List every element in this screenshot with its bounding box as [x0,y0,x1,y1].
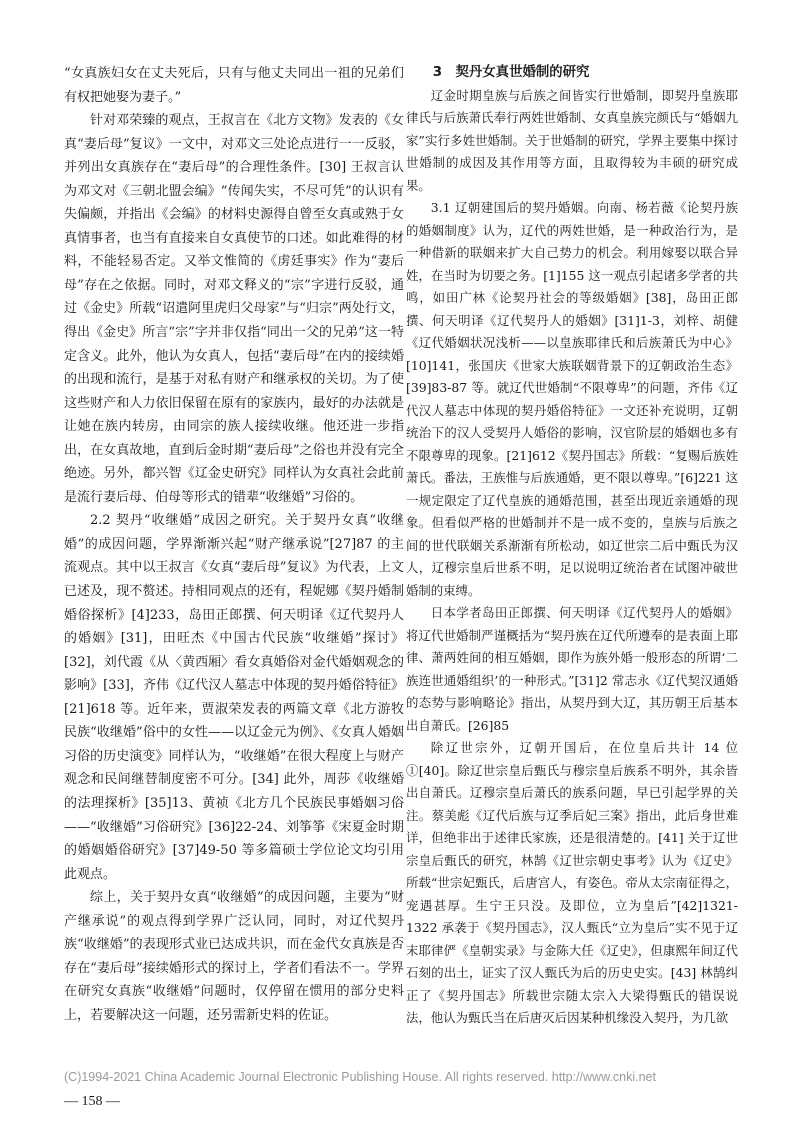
left-column [64,62,404,1027]
paragraph: 3.1 辽朝建国后的契丹婚姻。向南、杨若薇《论契丹族的婚姻制度》认为，辽代的两姓世婚，是一种政治行为，是一种借新的联姻来扩大自己势力的机会。利用嫁娶以联合异姓，在当时为切要之务。[1]155 这一观点引起诸多学者的共鸣，如田广林《论契丹社会的等级婚姻》[38]，岛田正郎撰、何天明译《辽代契丹人的婚姻》[31]1-3，刘梓、胡健《辽代婚姻状况浅析——以皇族耶律氏和后族萧氏为中心》[10]141，张国庆《世家大族联姻背景下的辽朝政治生态》[39]83-87 等。就辽代世婚制“不限尊卑”的问题，齐伟《辽代汉人墓志中体现的契丹婚俗特征》一文还补充说明，辽朝统治下的汉人受契丹人婚俗的影响，汉官阶层的婚姻也多有不限尊卑的现象。[21]612《契丹国志》所载：“复赐后族姓萧氏。番法，王族惟与后族通婚，更不限以尊卑。”[6]221 这一规定限定了辽代皇族的通婚范围，甚至出现近亲通婚的现象。但看似严格的世婚制并不是一成不变的，皇族与后族之间的世代联姻关系渐渐有所松动，如辽世宗二后中甄氏为汉人，辽穆宗皇后世系不明，足以说明辽统治者在试图冲破世婚制的束缚。 [406,200,738,598]
copyright-footer: (C)1994-2021 China Academic Journal Electronic Publishing House. All rights reserved. http://www.cnki.net [64,1070,656,1084]
paragraph: 除辽世宗外，辽朝开国后，在位皇后共计 14 位①[40]。除辽世宗皇后甄氏与穆宗皇后族系不明外，其余皆出自萧氏。辽穆宗皇后萧氏的族系问题，早已引起学界的关注。蔡美彪《辽代后族与辽季后妃三案》指出，此后身世难详，但绝非出于述律氏家族，还是很清楚的。[41] 关于辽世宗皇后甄氏的研究，林鹄《辽世宗朝史事考》认为《辽史》所载“世宗妃甄氏，后唐宫人，有姿色。帝从太宗南征得之，宠遇甚厚。生宁王只没。及即位，立为皇后”[42]1321-1322 承袭于《契丹国志》，汉人甄氏“立为皇后”实不见于辽末耶律俨《皇朝实录》与金陈大任《辽史》，但康熙年间辽代石刻的出土，证实了汉人甄氏为后的历史史实。[43] 林鹄纠正了《契丹国志》所载世宗随太宗入大梁得甄氏的错误说法，他认为甄氏当在后唐灭后因某种机缘没入契丹，为几欲 [406,740,738,1025]
paragraph: 综上，关于契丹女真“收继婚”的成因问题，主要为“财产继承说”的观点得到学界广泛认同，同时，对辽代契丹族“收继婚”的表现形式业已达成共识，而在金代女真族是否存在“妻后母”接续婚形式的探讨上，学者们看法不一。学界在研究女真族“收继婚”问题时，仅停留在惯用的部分史料上，若要解决这一问题，还另需新史料的佐证。 [64,890,404,1023]
paragraph: 日本学者岛田正郎撰、何天明译《辽代契丹人的婚姻》将辽代世婚制严谨概括为“契丹族在辽代所遵奉的是表面上耶律、萧两姓间的相互婚姻，即作为族外婚一般形态的所谓‘二族连世通婚组织’的一种形式。”[31]2 常志永《辽代契汉通婚的态势与影响略论》指出，从契丹到大辽，其历朝王后基本出自萧氏。[26]85 [406,605,738,733]
page-number: — 158 — [64,1094,120,1109]
right-column [406,62,738,1030]
paragraph: 辽金时期皇族与后族之间皆实行世婚制，即契丹皇族耶律氏与后族萧氏奉行两姓世婚制、女真皇族完颜氏与“婚姻九家”实行多姓世婚制。关于世婚制的研究，学界主要集中探讨世婚制的成因及其作用等方面，且取得较为丰硕的研究成果。 [406,87,738,193]
paragraph: “女真族妇女在丈夫死后，只有与他丈夫同出一祖的兄弟们有权把她娶为妻子。” [64,66,404,105]
paragraph: 2.2 契丹“收继婚”成因之研究。关于契丹女真“收继婚”的成因问题，学界渐渐兴起“财产继承说”[27]87 的主流观点。其中以王叔言《女真“妻后母”复议》为代表，上文已述及，现不赘述。持相同观点的还有，程妮娜《契丹婚制婚俗探析》[4]233，岛田正郎撰、何天明译《辽代契丹人的婚姻》[31]，田旺杰《中国古代民族“收继婚”探讨》[32]，刘代霞《从〈黄西厢〉看女真婚俗对金代婚姻观念的影响》[33]，齐伟《辽代汉人墓志中体现的契丹婚俗特征》[21]618 等。近年来，贾淑荣发表的两篇文章《北方游牧民族“收继婚”俗中的女性——以辽金元为例》、《女真人婚姻习俗的历史演变》同样认为，“收继婚”在很大程度上与财产观念和民间继替制度密不可分。[34] 此外，周莎《收继婚的法理探析》[35]13、黄祯《北方几个民族民事婚姻习俗——“收继婚”习俗研究》[36]22-24、刘筝筝《宋夏金时期的婚姻婚俗研究》[37]49-50 等多篇硕士学位论文均引用此观点。 [64,513,404,882]
paragraph: 针对邓荣臻的观点，王叔言在《北方文物》发表的《女真“妻后母”复议》一文中，对邓文三处论点进行一一反驳，并列出女真族存在“妻后母”的合理性条件。[30] 王叔言认为邓文对《三朝北盟会编》“传闻失实，不尽可凭”的认识有失偏颇，并指出《会编》的材料史源得自曾至女真或熟于女真情事者，也当有直接来自女真使节的口述。如此难得的材料，不能轻易否定。又举文惟简的《虏廷事实》作为“妻后母”存在之依据。同时，对邓文释义的“宗”字进行反驳，通过《金史》所载“诏遣阿里虎归父母家”与“归宗”两处行文，得出《金史》所言“宗”字并非仅指“同出一父的兄弟”这一特定含义。此外，他认为女真人，包括“妻后母”在内的接续婚的出现和流行，是基于对私有财产和继承权的关切。为了使这些财产和人力依旧保留在原有的家族内，最好的办法就是让她在族内转房，由同宗的族人接续收继。他还进一步指出，在女真故地，直到后金时期“妻后母”之俗也并没有完全绝迹。另外，都兴智《辽金史研究》同样认为女真社会此前是流行妻后母、伯母等形式的错辈“收继婚”习俗的。 [64,113,404,505]
section-heading: 3 契丹女真世婚制的研究 [432,65,590,80]
